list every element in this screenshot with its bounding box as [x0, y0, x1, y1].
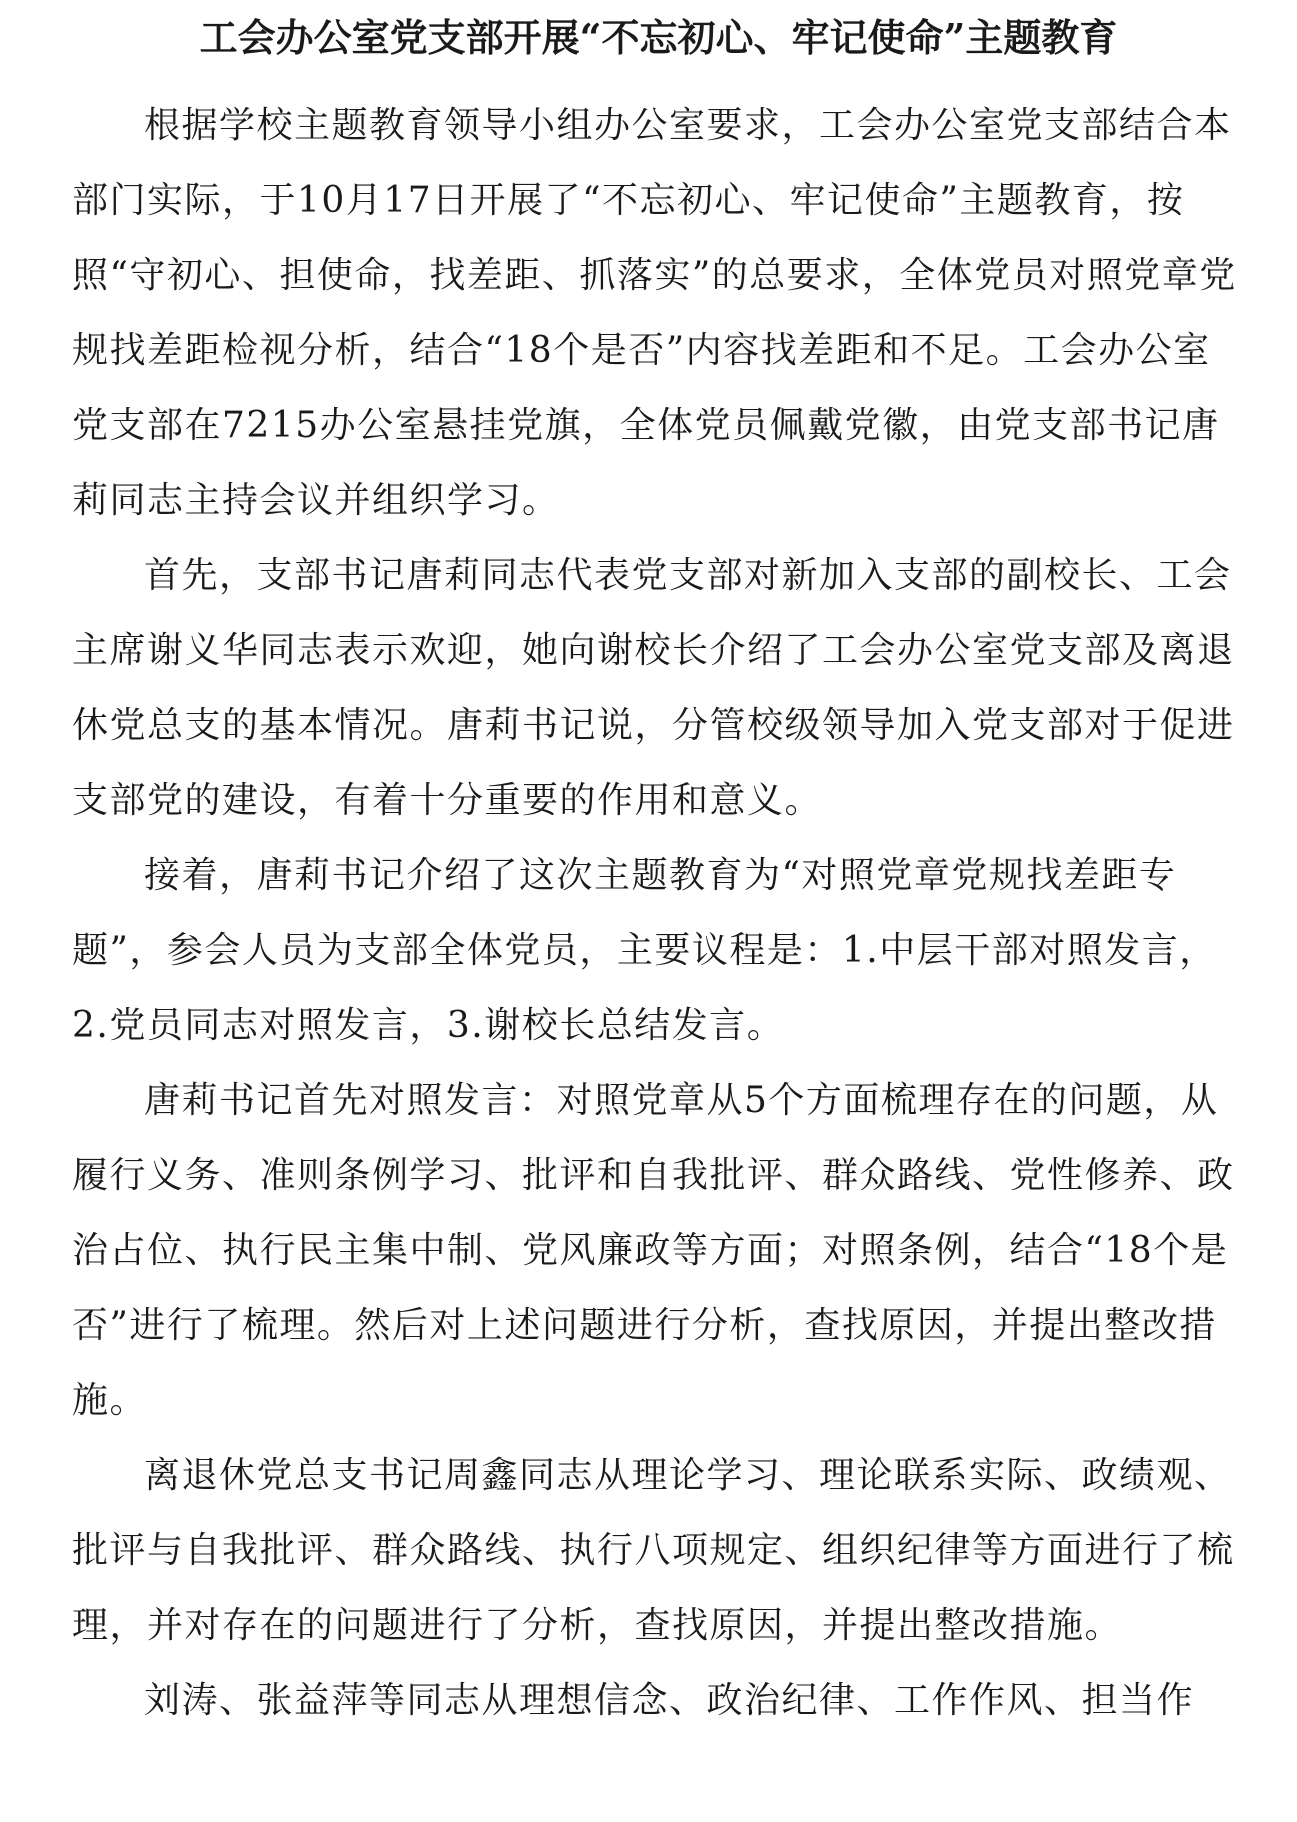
paragraph-agenda: 接着，唐莉书记介绍了这次主题教育为“对照党章党规找差距专题”，参会人员为支部全体党员，主要议程是：1.中层干部对照发言，2.党员同志对照发言，3.谢校长总结发言。 [72, 855, 1217, 1046]
paragraph-members: 刘涛、张益萍等同志从理想信念、政治纪律、工作作风、担当作 [144, 1680, 1195, 1721]
paragraph-welcome: 首先，支部书记唐莉同志代表党支部对新加入支部的副校长、工会主席谢义华同志表示欢迎，她向谢校长介绍了工会办公室党支部及离退休党总支的基本情况。唐莉书记说，分管校级领导加入党支部对于促进支部党的建设，有着十分重要的作用和意义。 [72, 555, 1235, 821]
document-title: 工会办公室党支部开展“不忘初心、牢记使命”主题教育 [199, 15, 1118, 60]
paragraph-retiree-secretary: 离退休党总支书记周鑫同志从理论学习、理论联系实际、政绩观、批评与自我批评、群众路线、执行八项规定、组织纪律等方面进行了梳理，并对存在的问题进行了分析，查找原因，并提出整改措施。 [72, 1455, 1235, 1646]
paragraph-intro: 根据学校主题教育领导小组办公室要求，工会办公室党支部结合本部门实际，于10月17日开展了“不忘初心、牢记使命”主题教育，按照“守初心、担使命，找差距、抓落实”的总要求，全体党员对照党章党规找差距检视分析，结合“18个是否”内容找差距和不足。工会办公室党支部在7215办公室悬挂党旗，全体党员佩戴党徽，由党支部书记唐莉同志主持会议并组织学习。 [72, 105, 1237, 521]
paragraph-secretary-speech: 唐莉书记首先对照发言：对照党章从5个方面梳理存在的问题，从履行义务、准则条例学习、批评和自我批评、群众路线、党性修养、政治占位、执行民主集中制、党风廉政等方面；对照条例，结合“18个是否”进行了梳理。然后对上述问题进行分析，查找原因，并提出整改措施。 [72, 1080, 1235, 1421]
